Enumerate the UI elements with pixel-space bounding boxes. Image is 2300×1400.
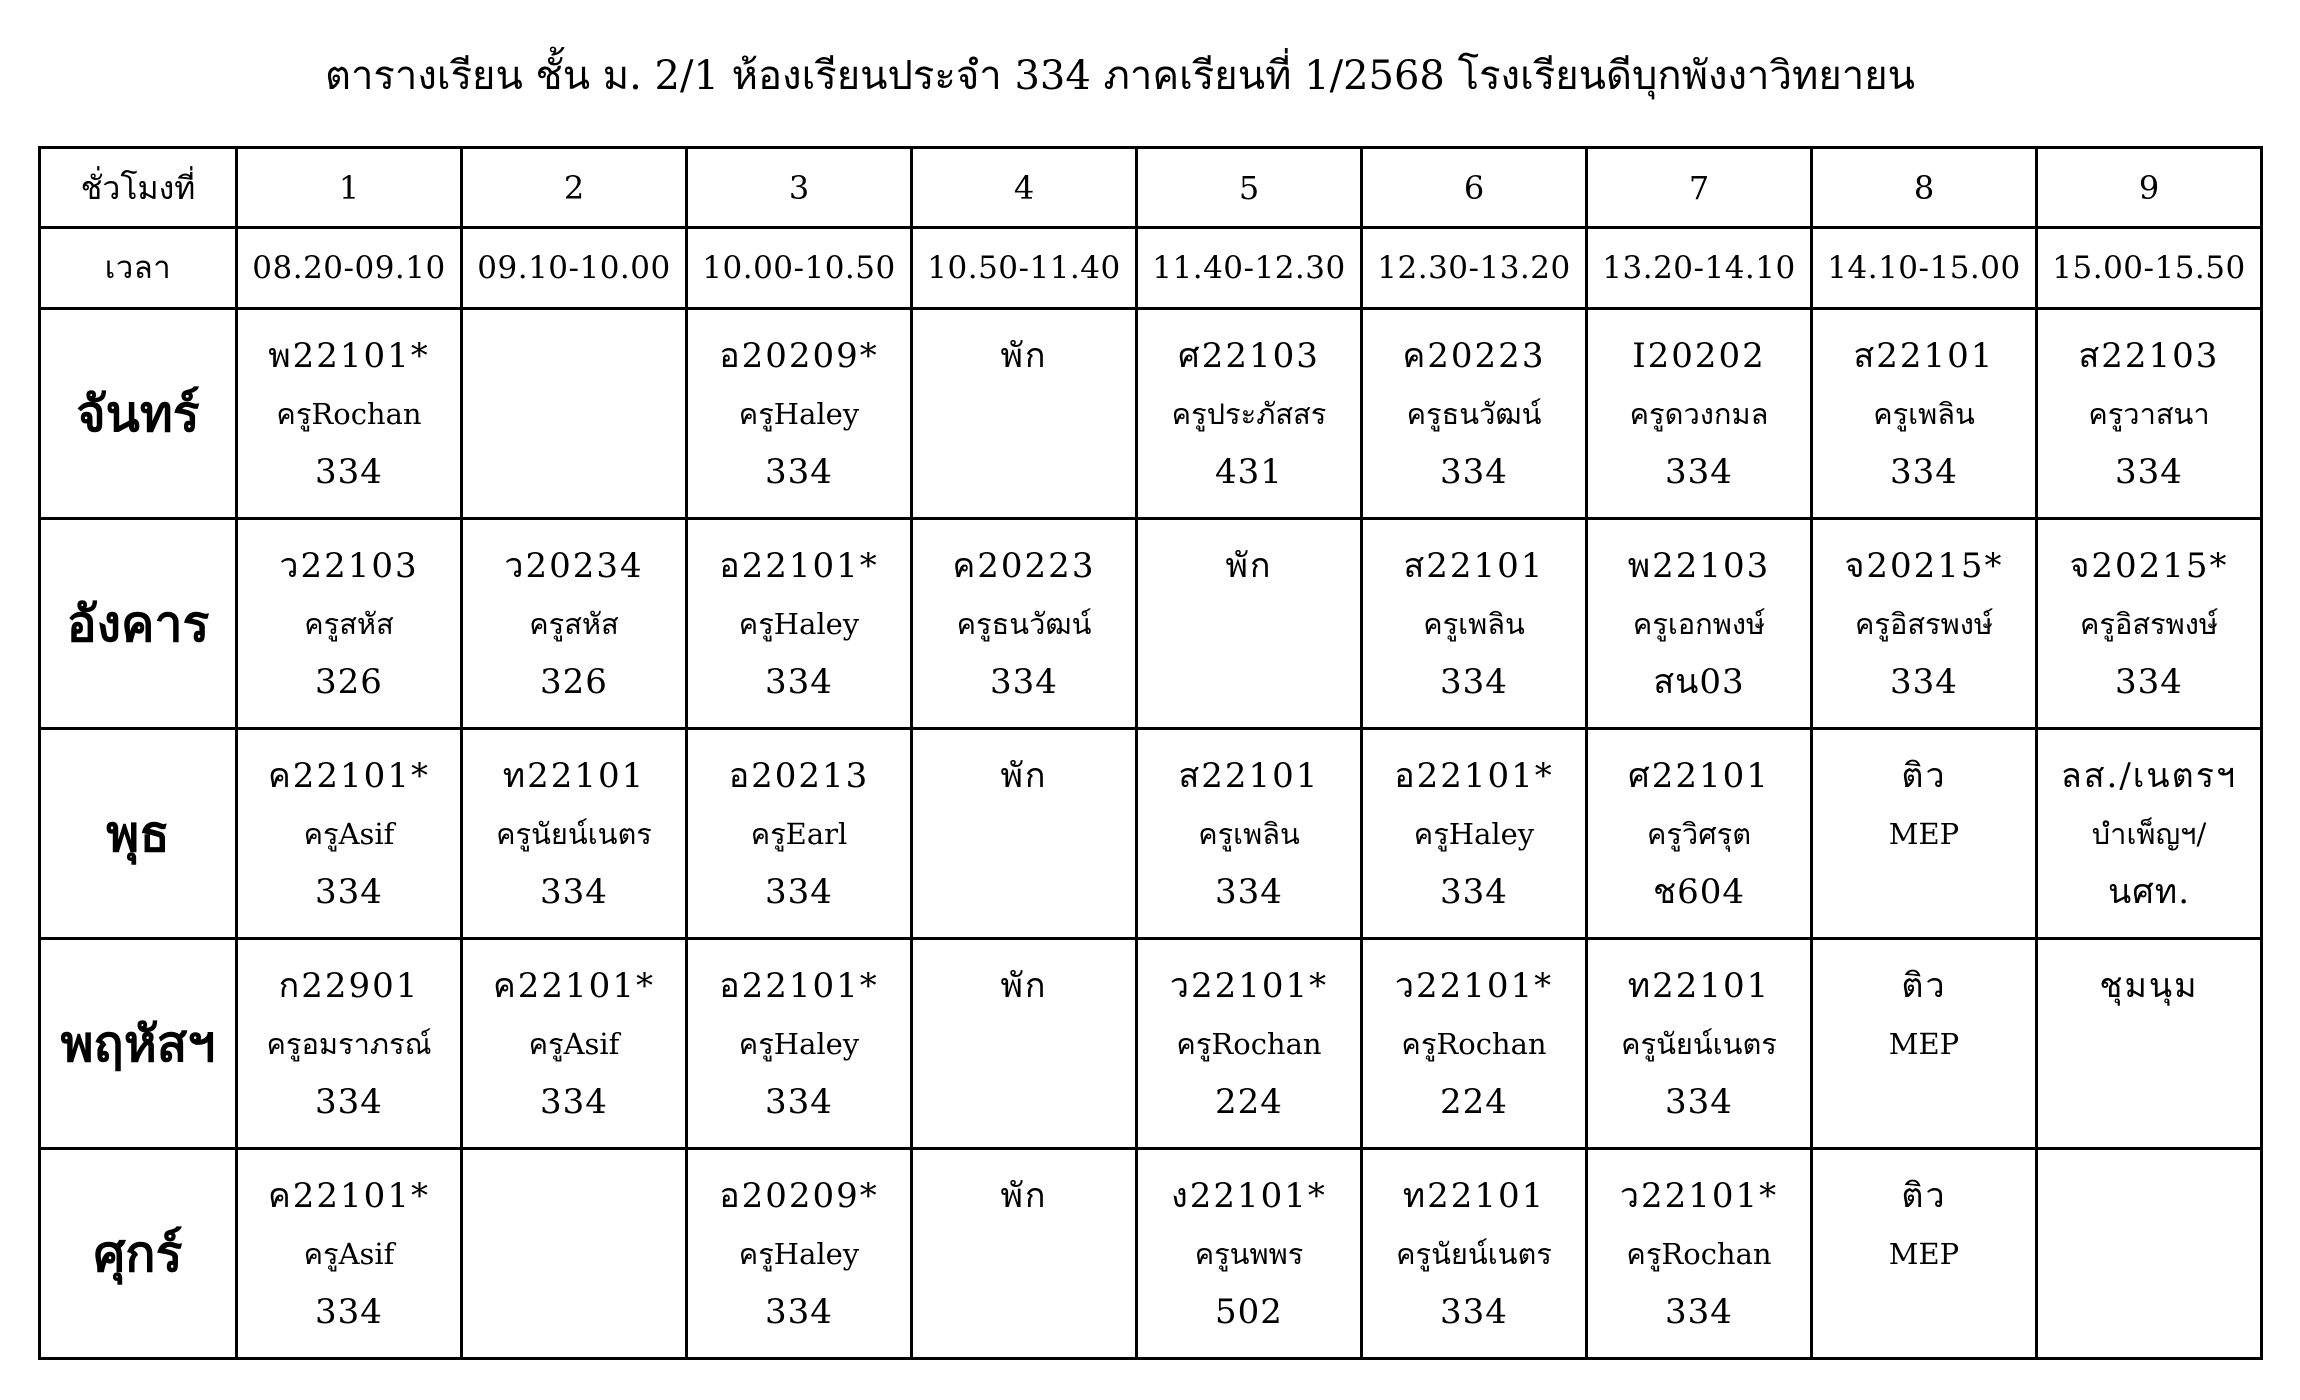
class-entry bbox=[1813, 1150, 2035, 1334]
class-cell bbox=[237, 309, 462, 519]
page-title: ตารางเรียน ชั้น ม. 2/1 ห้องเรียนประจำ 334 ภาคเรียนที่ 1/2568 โรงเรียนดีบุกพังงาวิทยายน bbox=[324, 53, 1916, 99]
timetable-body bbox=[40, 148, 2262, 1359]
class-cell bbox=[912, 1149, 1137, 1359]
class-cell bbox=[237, 729, 462, 939]
class-cell bbox=[462, 519, 687, 729]
class-cell bbox=[912, 309, 1137, 519]
teacher-name bbox=[2038, 1022, 2260, 1066]
teacher-name: MEP bbox=[1888, 1237, 1960, 1271]
subject-code: ว22101* bbox=[1619, 1176, 1779, 1216]
room-number: 224 bbox=[1215, 1082, 1283, 1122]
subject-code: พัก bbox=[1000, 1176, 1048, 1216]
period-number: 3 bbox=[788, 168, 810, 207]
room-number: สน03 bbox=[1653, 662, 1745, 702]
class-entry bbox=[1363, 520, 1585, 704]
class-entry bbox=[913, 1150, 1135, 1334]
room-number bbox=[913, 1080, 1135, 1124]
teacher-name: ครูHaley bbox=[738, 607, 860, 641]
teacher-name: ครูธนวัฒน์ bbox=[956, 607, 1092, 641]
class-cell bbox=[237, 939, 462, 1149]
room-number: 334 bbox=[2115, 452, 2183, 492]
time-label-cell bbox=[40, 228, 237, 309]
class-cell bbox=[1362, 729, 1587, 939]
teacher-name bbox=[463, 392, 685, 436]
teacher-name: ครูHaley bbox=[1413, 817, 1535, 851]
teacher-name: ครูเอกพงษ์ bbox=[1632, 607, 1766, 641]
class-entry bbox=[913, 310, 1135, 494]
period-header-cell bbox=[237, 148, 462, 228]
class-entry bbox=[238, 940, 460, 1124]
subject-code: ลส./เนตรฯ bbox=[2060, 756, 2238, 796]
class-cell bbox=[462, 309, 687, 519]
day-row bbox=[40, 309, 2262, 519]
time-slot: 11.40-12.30 bbox=[1152, 250, 1346, 286]
teacher-name: ครูRochan bbox=[276, 397, 422, 431]
time-slot: 13.20-14.10 bbox=[1602, 250, 1796, 286]
teacher-name: ครูดวงกมล bbox=[1629, 397, 1769, 431]
class-cell bbox=[1587, 309, 1812, 519]
teacher-name: ครูRochan bbox=[1401, 1027, 1547, 1061]
day-label-cell bbox=[40, 939, 237, 1149]
room-number: 334 bbox=[990, 662, 1058, 702]
period-header-cell bbox=[2037, 148, 2262, 228]
class-cell bbox=[1812, 939, 2037, 1149]
time-row bbox=[40, 228, 2262, 309]
teacher-name: ครูธนวัฒน์ bbox=[1406, 397, 1542, 431]
class-cell bbox=[912, 729, 1137, 939]
class-cell bbox=[687, 309, 912, 519]
subject-code: อ22101* bbox=[1394, 756, 1554, 796]
subject-code: พัก bbox=[1000, 336, 1048, 376]
subject-code: ติว bbox=[1901, 756, 1947, 796]
day-row bbox=[40, 939, 2262, 1149]
class-entry bbox=[1588, 520, 1810, 704]
class-cell bbox=[2037, 309, 2262, 519]
period-header-cell bbox=[462, 148, 687, 228]
time-slot: 14.10-15.00 bbox=[1827, 250, 2021, 286]
time-slot-cell bbox=[237, 228, 462, 309]
class-cell bbox=[912, 519, 1137, 729]
room-number: 334 bbox=[1440, 662, 1508, 702]
room-number: 334 bbox=[315, 1082, 383, 1122]
class-entry bbox=[688, 310, 910, 494]
subject-code: อ20209* bbox=[719, 1176, 879, 1216]
subject-code: ติว bbox=[1901, 966, 1947, 1006]
room-number: 334 bbox=[1440, 1292, 1508, 1332]
room-number: 334 bbox=[1665, 1082, 1733, 1122]
class-cell bbox=[2037, 729, 2262, 939]
subject-code: ค20223 bbox=[952, 546, 1096, 586]
period-header-cell bbox=[687, 148, 912, 228]
room-number: 334 bbox=[765, 662, 833, 702]
day-label-cell bbox=[40, 519, 237, 729]
class-entry bbox=[913, 940, 1135, 1124]
time-slot-cell bbox=[1587, 228, 1812, 309]
teacher-name: ครูRochan bbox=[1626, 1237, 1772, 1271]
teacher-name: ครูHaley bbox=[738, 1237, 860, 1271]
subject-code bbox=[463, 1174, 685, 1218]
class-cell bbox=[687, 519, 912, 729]
subject-code: อ20209* bbox=[719, 336, 879, 376]
day-label-cell bbox=[40, 309, 237, 519]
teacher-name: ครูอมราภรณ์ bbox=[266, 1027, 432, 1061]
room-number bbox=[1813, 1290, 2035, 1334]
class-entry bbox=[1363, 1150, 1585, 1334]
teacher-name bbox=[913, 1022, 1135, 1066]
class-entry bbox=[238, 730, 460, 914]
class-cell bbox=[237, 519, 462, 729]
class-entry bbox=[463, 940, 685, 1124]
class-cell bbox=[1137, 519, 1362, 729]
class-entry bbox=[1813, 310, 2035, 494]
room-number: 334 bbox=[1215, 872, 1283, 912]
room-number: 334 bbox=[765, 1292, 833, 1332]
class-cell bbox=[462, 1149, 687, 1359]
class-cell bbox=[1362, 939, 1587, 1149]
teacher-name bbox=[1138, 602, 1360, 646]
teacher-name: บำเพ็ญฯ/ bbox=[2091, 817, 2207, 851]
time-slot-cell bbox=[1137, 228, 1362, 309]
class-cell bbox=[1137, 1149, 1362, 1359]
subject-code: พัก bbox=[1225, 546, 1273, 586]
subject-code: ค20223 bbox=[1402, 336, 1546, 376]
class-cell bbox=[1587, 729, 1812, 939]
time-slot-cell bbox=[1812, 228, 2037, 309]
class-cell bbox=[687, 729, 912, 939]
class-entry bbox=[688, 940, 910, 1124]
subject-code: พัก bbox=[1000, 966, 1048, 1006]
class-entry bbox=[1363, 940, 1585, 1124]
class-entry bbox=[688, 520, 910, 704]
period-number: 2 bbox=[563, 168, 585, 207]
time-slot: 10.50-11.40 bbox=[927, 250, 1121, 286]
teacher-name: MEP bbox=[1888, 1027, 1960, 1061]
subject-code: ส22101 bbox=[1853, 336, 1995, 376]
subject-code: อ22101* bbox=[719, 546, 879, 586]
room-number: 334 bbox=[315, 452, 383, 492]
room-number: 334 bbox=[765, 452, 833, 492]
subject-code: ค22101* bbox=[268, 1176, 430, 1216]
teacher-name: ครูอิสรพงษ์ bbox=[1854, 607, 1994, 641]
subject-code: I20202 bbox=[1632, 336, 1766, 376]
teacher-name bbox=[913, 392, 1135, 436]
class-entry bbox=[1363, 310, 1585, 494]
teacher-name: ครูวาสนา bbox=[2088, 397, 2210, 431]
teacher-name: ครูนพพร bbox=[1194, 1237, 1304, 1271]
teacher-name: ครูEarl bbox=[750, 817, 848, 851]
class-cell bbox=[1362, 1149, 1587, 1359]
class-cell bbox=[1812, 519, 2037, 729]
class-entry bbox=[1588, 940, 1810, 1124]
class-cell bbox=[2037, 1149, 2262, 1359]
subject-code: ส22101 bbox=[1403, 546, 1545, 586]
time-slot-cell bbox=[2037, 228, 2262, 309]
room-number: 502 bbox=[1215, 1292, 1283, 1332]
subject-code: ท22101 bbox=[502, 756, 646, 796]
teacher-name: ครูสหัส bbox=[304, 607, 394, 641]
day-name: พฤหัสฯ bbox=[60, 1013, 216, 1073]
room-number: 334 bbox=[1665, 1292, 1733, 1332]
teacher-name: ครูประภัสสร bbox=[1171, 397, 1327, 431]
class-cell bbox=[462, 939, 687, 1149]
room-number: 334 bbox=[1890, 662, 1958, 702]
period-header-cell bbox=[912, 148, 1137, 228]
class-cell bbox=[237, 1149, 462, 1359]
subject-code bbox=[2038, 1174, 2260, 1218]
class-cell bbox=[687, 1149, 912, 1359]
class-cell bbox=[1587, 939, 1812, 1149]
period-number: 1 bbox=[338, 168, 360, 207]
class-cell bbox=[462, 729, 687, 939]
subject-code: พ22101* bbox=[268, 336, 430, 376]
class-entry bbox=[1138, 520, 1360, 704]
room-number: 334 bbox=[2115, 662, 2183, 702]
class-entry bbox=[2038, 1150, 2260, 1334]
subject-code: ค22101* bbox=[493, 966, 655, 1006]
room-number bbox=[913, 450, 1135, 494]
class-entry bbox=[688, 730, 910, 914]
teacher-name bbox=[913, 1232, 1135, 1276]
room-number: ช604 bbox=[1653, 872, 1745, 912]
subject-code: พัก bbox=[1000, 756, 1048, 796]
room-number bbox=[463, 450, 685, 494]
class-entry bbox=[1813, 520, 2035, 704]
time-slot-cell bbox=[912, 228, 1137, 309]
room-number: 326 bbox=[540, 662, 608, 702]
room-number: 334 bbox=[315, 872, 383, 912]
subject-code: พ22103 bbox=[1627, 546, 1771, 586]
teacher-name: MEP bbox=[1888, 817, 1960, 851]
room-number: 326 bbox=[315, 662, 383, 702]
subject-code bbox=[463, 334, 685, 378]
class-cell bbox=[1812, 729, 2037, 939]
period-number: 8 bbox=[1913, 168, 1935, 207]
subject-code: ว22101* bbox=[1169, 966, 1329, 1006]
class-cell bbox=[1137, 729, 1362, 939]
teacher-name: ครูสหัส bbox=[529, 607, 619, 641]
class-entry bbox=[688, 1150, 910, 1334]
room-number: 431 bbox=[1215, 452, 1283, 492]
room-number: 334 bbox=[540, 872, 608, 912]
class-cell bbox=[2037, 939, 2262, 1149]
class-cell bbox=[1587, 519, 1812, 729]
class-cell bbox=[1362, 309, 1587, 519]
time-slot: 08.20-09.10 bbox=[252, 250, 446, 286]
room-number bbox=[1813, 1080, 2035, 1124]
class-entry bbox=[1138, 310, 1360, 494]
subject-code: จ20215* bbox=[1844, 546, 2004, 586]
day-name: จันทร์ bbox=[76, 383, 200, 443]
class-entry bbox=[463, 310, 685, 494]
room-number bbox=[1138, 660, 1360, 704]
class-entry bbox=[1588, 310, 1810, 494]
teacher-name bbox=[2038, 1232, 2260, 1276]
time-slot-cell bbox=[1362, 228, 1587, 309]
teacher-name: ครูอิสรพงษ์ bbox=[2079, 607, 2219, 641]
time-slot: 10.00-10.50 bbox=[702, 250, 896, 286]
class-cell bbox=[1812, 309, 2037, 519]
class-entry bbox=[463, 730, 685, 914]
teacher-name bbox=[913, 812, 1135, 856]
class-cell bbox=[1812, 1149, 2037, 1359]
room-number bbox=[2038, 1080, 2260, 1124]
class-entry bbox=[1138, 940, 1360, 1124]
period-number: 9 bbox=[2138, 168, 2160, 207]
period-number: 6 bbox=[1463, 168, 1485, 207]
class-entry bbox=[2038, 520, 2260, 704]
teacher-name: ครูHaley bbox=[738, 1027, 860, 1061]
room-number: 334 bbox=[1890, 452, 1958, 492]
subject-code: ศ22103 bbox=[1178, 336, 1320, 376]
room-number: 334 bbox=[765, 1082, 833, 1122]
subject-code: ว22103 bbox=[279, 546, 419, 586]
teacher-name: ครูAsif bbox=[303, 1237, 395, 1271]
teacher-name: ครูเพลิน bbox=[1198, 817, 1300, 851]
class-entry bbox=[1138, 730, 1360, 914]
room-number: นศท. bbox=[2107, 872, 2191, 912]
class-entry bbox=[913, 520, 1135, 704]
teacher-name: ครูAsif bbox=[528, 1027, 620, 1061]
room-number bbox=[463, 1290, 685, 1334]
class-entry bbox=[238, 310, 460, 494]
time-slot-cell bbox=[462, 228, 687, 309]
class-cell bbox=[1362, 519, 1587, 729]
subject-code: ศ22101 bbox=[1628, 756, 1770, 796]
day-row bbox=[40, 1149, 2262, 1359]
class-entry bbox=[1588, 1150, 1810, 1334]
teacher-name: ครูAsif bbox=[303, 817, 395, 851]
class-entry bbox=[1363, 730, 1585, 914]
room-number: 224 bbox=[1440, 1082, 1508, 1122]
class-entry bbox=[1813, 730, 2035, 914]
period-label-cell bbox=[40, 148, 237, 228]
room-number bbox=[1813, 870, 2035, 914]
room-number: 334 bbox=[1440, 872, 1508, 912]
subject-code: อ20213 bbox=[728, 756, 870, 796]
class-entry bbox=[1588, 730, 1810, 914]
class-cell bbox=[1137, 309, 1362, 519]
class-entry bbox=[238, 520, 460, 704]
class-entry bbox=[2038, 730, 2260, 914]
period-header-cell bbox=[1587, 148, 1812, 228]
period-number: 7 bbox=[1688, 168, 1710, 207]
subject-code: ชุมนุม bbox=[2099, 966, 2199, 1006]
subject-code: ค22101* bbox=[268, 756, 430, 796]
time-slot-cell bbox=[687, 228, 912, 309]
room-number bbox=[913, 870, 1135, 914]
teacher-name: ครูRochan bbox=[1176, 1027, 1322, 1061]
class-cell bbox=[2037, 519, 2262, 729]
teacher-name: ครูนัยน์เนตร bbox=[496, 817, 652, 851]
period-number: 5 bbox=[1238, 168, 1260, 207]
day-label-cell bbox=[40, 1149, 237, 1359]
class-entry bbox=[913, 730, 1135, 914]
class-entry bbox=[2038, 310, 2260, 494]
class-entry bbox=[463, 520, 685, 704]
period-header-cell bbox=[1137, 148, 1362, 228]
day-name: อังคาร bbox=[66, 593, 210, 653]
class-entry bbox=[1813, 940, 2035, 1124]
class-cell bbox=[912, 939, 1137, 1149]
teacher-name: ครูนัยน์เนตร bbox=[1396, 1237, 1552, 1271]
teacher-name bbox=[463, 1232, 685, 1276]
subject-code: ก22901 bbox=[278, 966, 420, 1006]
subject-code: ท22101 bbox=[1402, 1176, 1546, 1216]
teacher-name: ครูเพลิน bbox=[1423, 607, 1525, 641]
teacher-name: ครูนัยน์เนตร bbox=[1621, 1027, 1777, 1061]
subject-code: ติว bbox=[1901, 1176, 1947, 1216]
timetable bbox=[38, 146, 2263, 1360]
teacher-name: ครูHaley bbox=[738, 397, 860, 431]
subject-code: ว22101* bbox=[1394, 966, 1554, 1006]
room-number: 334 bbox=[540, 1082, 608, 1122]
subject-code: ว20234 bbox=[504, 546, 644, 586]
room-number: 334 bbox=[315, 1292, 383, 1332]
room-number bbox=[913, 1290, 1135, 1334]
day-name: ศุกร์ bbox=[93, 1223, 183, 1283]
class-entry bbox=[463, 1150, 685, 1334]
room-number: 334 bbox=[765, 872, 833, 912]
subject-code: ท22101 bbox=[1627, 966, 1771, 1006]
class-cell bbox=[1587, 1149, 1812, 1359]
class-cell bbox=[687, 939, 912, 1149]
class-cell bbox=[1137, 939, 1362, 1149]
class-entry bbox=[2038, 940, 2260, 1124]
time-slot: 12.30-13.20 bbox=[1377, 250, 1571, 286]
subject-code: อ22101* bbox=[719, 966, 879, 1006]
period-number: 4 bbox=[1013, 168, 1035, 207]
period-row bbox=[40, 148, 2262, 228]
period-label: ชั่วโมงที่ bbox=[80, 168, 196, 207]
subject-code: ง22101* bbox=[1171, 1176, 1327, 1216]
room-number: 334 bbox=[1665, 452, 1733, 492]
period-header-cell bbox=[1362, 148, 1587, 228]
day-row bbox=[40, 519, 2262, 729]
time-slot: 09.10-10.00 bbox=[477, 250, 671, 286]
day-name: พุธ bbox=[106, 803, 170, 863]
subject-code: ส22101 bbox=[1178, 756, 1320, 796]
day-row bbox=[40, 729, 2262, 939]
class-entry bbox=[1138, 1150, 1360, 1334]
period-header-cell bbox=[1812, 148, 2037, 228]
class-entry bbox=[238, 1150, 460, 1334]
room-number bbox=[2038, 1290, 2260, 1334]
teacher-name: ครูเพลิน bbox=[1873, 397, 1975, 431]
day-label-cell bbox=[40, 729, 237, 939]
subject-code: ส22103 bbox=[2078, 336, 2220, 376]
subject-code: จ20215* bbox=[2069, 546, 2229, 586]
room-number: 334 bbox=[1440, 452, 1508, 492]
teacher-name: ครูวิศรุต bbox=[1646, 817, 1752, 851]
time-slot: 15.00-15.50 bbox=[2052, 250, 2246, 286]
time-label: เวลา bbox=[104, 250, 172, 286]
